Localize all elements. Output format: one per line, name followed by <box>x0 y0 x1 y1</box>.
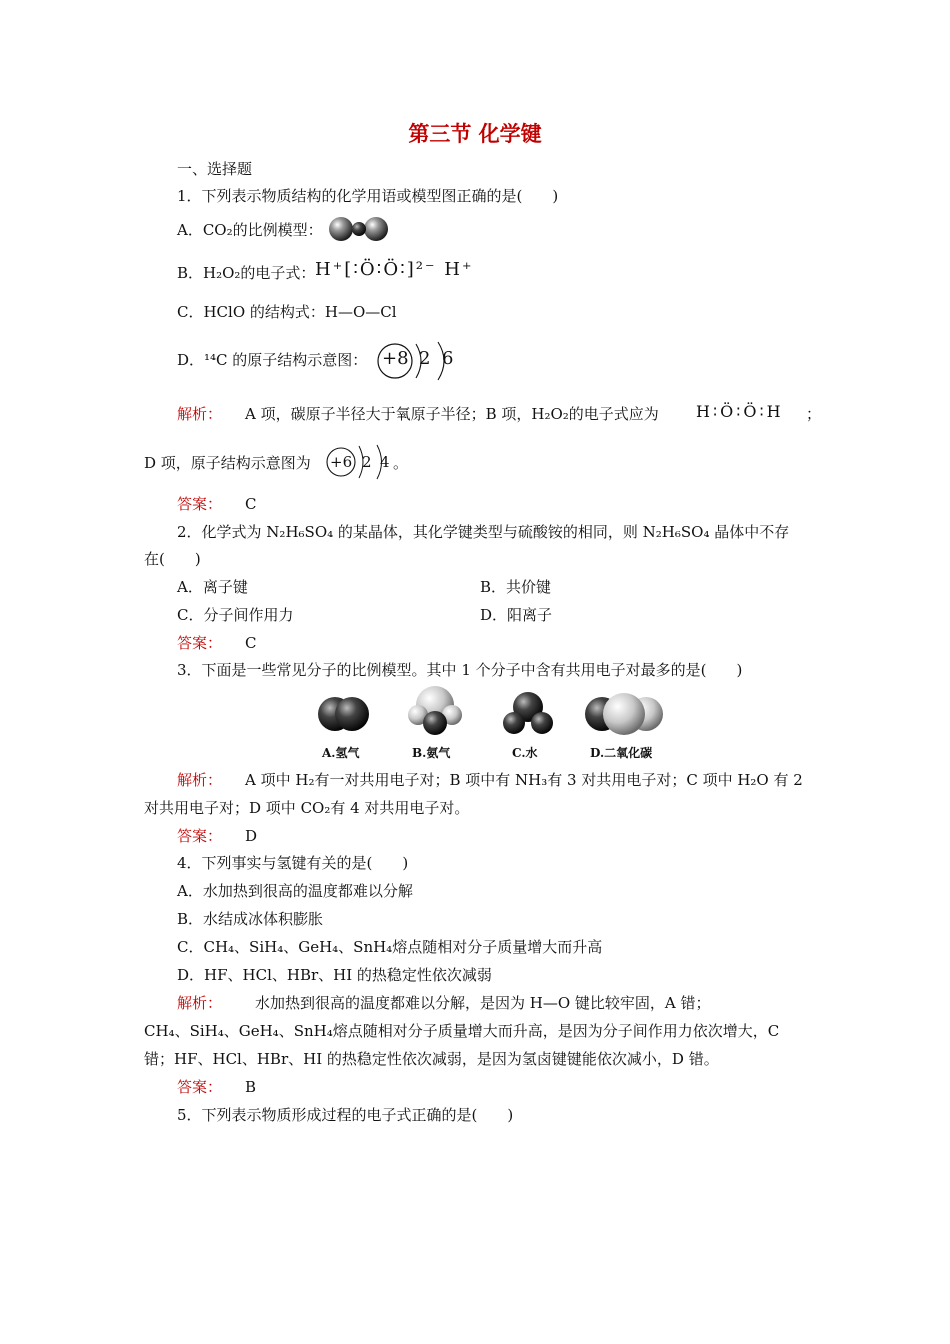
molecule-models-svg <box>300 685 680 741</box>
model-label-a: A.氢气 <box>322 746 360 760</box>
q2-option-a: A．离子键 <box>177 578 248 596</box>
q1-stem: 1．下列表示物质结构的化学用语或模型图正确的是( ) <box>177 187 559 205</box>
q4-option-d: D．HF、HCl、HBr、HI 的热稳定性依次减弱 <box>177 966 492 984</box>
q1-option-d: D．¹⁴C 的原子结构示意图： <box>177 351 368 369</box>
q1-option-a: A．CO₂的比例模型： <box>177 221 323 239</box>
h2o2-electron-formula-ionic: H⁺[∶Ö∶Ö∶]²⁻ H⁺ <box>315 259 474 280</box>
q2-answer-value: C <box>245 634 257 652</box>
model-label-d: D.二氧化碳 <box>590 746 653 760</box>
molecule-models-figure <box>300 685 680 765</box>
q3-analysis-line-1: A 项中 H₂有一对共用电子对；B 项中有 NH₃有 3 对共用电子对；C 项中 H₂O 有 2 <box>245 771 803 789</box>
h2o2-electron-formula-covalent: H∶Ö∶Ö∶H <box>696 402 784 421</box>
section-heading: 一、选择题 <box>177 160 253 178</box>
q2-option-c: C．分子间作用力 <box>177 606 294 624</box>
q3-stem: 3．下面是一些常见分子的比例模型。其中 1 个分子中含有共用电子对最多的是( ) <box>177 661 743 679</box>
q4-analysis-line-3: 错；HF、HCl、HBr、HI 的热稳定性依次减弱，是因为氢卤键键能依次减小，D 错。 <box>144 1050 719 1068</box>
q4-answer-value: B <box>245 1078 257 1096</box>
q1-option-c: C．HClO 的结构式：H—O—Cl <box>177 303 397 321</box>
atom-shell-1-count: 2 <box>419 348 431 369</box>
model-label-c: C.水 <box>512 746 538 760</box>
atom-nucleus-charge: +8 <box>382 348 409 369</box>
model-label-b: B.氨气 <box>412 746 451 760</box>
atom-nucleus-charge-small: +6 <box>330 453 353 471</box>
q3-analysis-line-2: 对共用电子对；D 项中 CO₂有 4 对共用电子对。 <box>144 799 470 817</box>
atom-shell-2-count-small: 4 <box>380 453 390 471</box>
q1-answer-value: C <box>245 495 257 513</box>
q4-answer-label: 答案： <box>177 1078 223 1096</box>
q4-option-c: C．CH₄、SiH₄、GeH₄、SnH₄熔点随相对分子质量增大而升高 <box>177 938 603 956</box>
q1-option-b: B．H₂O₂的电子式： <box>177 264 316 282</box>
q4-stem: 4．下列事实与氢键有关的是( ) <box>177 854 409 872</box>
co2-space-filling-model <box>328 215 390 243</box>
carbon-dioxide-model <box>585 693 663 735</box>
q1-analysis-line-2b: 。 <box>393 454 409 472</box>
q3-answer-value: D <box>245 827 258 845</box>
ammonia-model <box>408 686 462 735</box>
q1-analysis-line-1: A 项，碳原子半径大于氧原子半径；B 项，H₂O₂的电子式应为 <box>245 405 659 423</box>
water-model <box>503 692 553 734</box>
q1-analysis-line-2a: D 项，原子结构示意图为 <box>144 454 311 472</box>
q1-answer-label: 答案： <box>177 495 223 513</box>
page-title: 第三节 化学键 <box>408 122 542 146</box>
q5-stem: 5．下列表示物质形成过程的电子式正确的是( ) <box>177 1106 514 1124</box>
atomic-structure-diagram-c <box>325 440 393 484</box>
atom-shell-2-count: 6 <box>442 348 454 369</box>
atomic-structure-diagram-c14 <box>376 338 466 384</box>
hydrogen-model <box>318 697 369 731</box>
q1-analysis-label: 解析： <box>177 405 223 423</box>
q2-option-d: D．阳离子 <box>480 606 553 624</box>
q3-answer-label: 答案： <box>177 827 223 845</box>
q2-stem-line-1: 2．化学式为 N₂H₆SO₄ 的某晶体，其化学键类型与硫酸铵的相同，则 N₂H₆SO₄ 晶体中不存 <box>177 523 790 541</box>
q2-stem-line-2: 在( ) <box>144 550 201 568</box>
q3-analysis-label: 解析： <box>177 771 223 789</box>
atom-shell-1-count-small: 2 <box>362 453 372 471</box>
q2-option-b: B．共价键 <box>480 578 552 596</box>
q4-option-b: B．水结成冰体积膨胀 <box>177 910 324 928</box>
q4-analysis-label: 解析： <box>177 994 223 1012</box>
q2-answer-label: 答案： <box>177 634 223 652</box>
q1-analysis-line-1-end: ； <box>806 405 822 423</box>
q4-analysis-line-2: CH₄、SiH₄、GeH₄、SnH₄熔点随相对分子质量增大而升高，是因为分子间作用力依次增大，C <box>144 1022 780 1040</box>
q4-option-a: A．水加热到很高的温度都难以分解 <box>177 882 413 900</box>
q4-analysis-line-1: 水加热到很高的温度都难以分解，是因为 H—O 键比较牢固，A 错； <box>255 994 711 1012</box>
